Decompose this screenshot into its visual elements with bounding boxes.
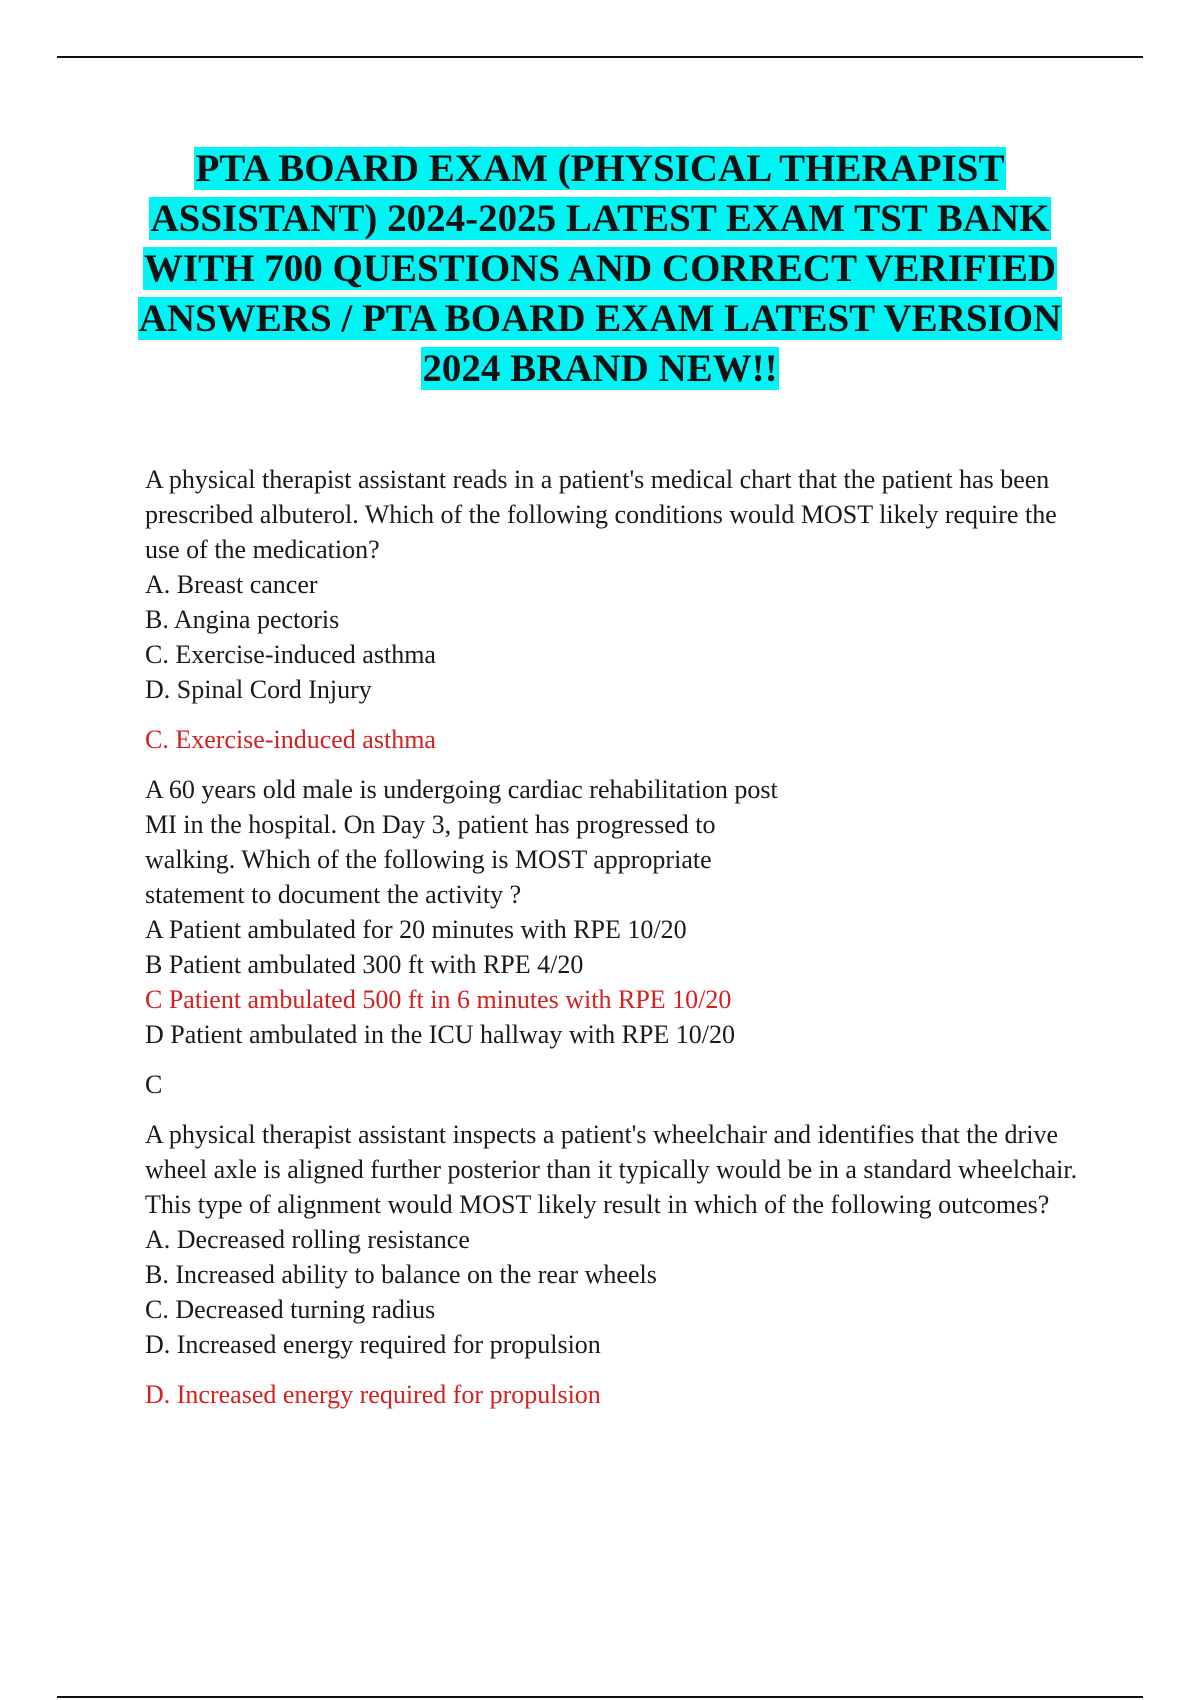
option-b: B Patient ambulated 300 ft with RPE 4/20 [145, 950, 584, 979]
option-b: B. Angina pectoris [145, 605, 340, 634]
answer-text: C. Exercise-induced asthma [145, 725, 436, 754]
question-text: A physical therapist assistant reads in a patient's medical chart that the patient has been prescribed albuterol. Which of the following conditions would MOST likely require the use of the medication? [145, 465, 1057, 564]
top-rule [57, 56, 1143, 58]
option-d: D. Increased energy required for propulsion [145, 1330, 601, 1359]
option-d: D. Spinal Cord Injury [145, 675, 372, 704]
answer-text: D. Increased energy required for propulsion [145, 1380, 601, 1409]
option-c: C. Decreased turning radius [145, 1295, 436, 1324]
option-d: D Patient ambulated in the ICU hallway with RPE 10/20 [145, 1020, 735, 1049]
option-c-correct: C Patient ambulated 500 ft in 6 minutes with RPE 10/20 [145, 985, 732, 1014]
question-text: A physical therapist assistant inspects a patient's wheelchair and identifies that the drive wheel axle is aligned further posterior than it typically would be in a standard wheelchair. This type of alignment would MOST likely result in which of the following outcomes? [145, 1120, 1078, 1219]
option-c: C. Exercise-induced asthma [145, 640, 436, 669]
option-a: A Patient ambulated for 20 minutes with RPE 10/20 [145, 915, 687, 944]
answer-text: C [145, 1070, 163, 1099]
question-text: A 60 years old male is undergoing cardiac rehabilitation post MI in the hospital. On Day 3, patient has progressed to walking. Which of the following is MOST appropriate statement to document the activity ? [145, 775, 778, 909]
bottom-rule [57, 1696, 1143, 1698]
title-highlight: PTA BOARD EXAM (PHYSICAL THERAPIST ASSISTANT) 2024-2025 LATEST EXAM TST BANK WITH 700 QUESTIONS AND CORRECT VERIFIED ANSWERS / PTA BOARD EXAM LATEST VERSION 2024 BRAND NEW!! [138, 147, 1062, 390]
question-block [145, 1117, 1095, 1412]
document-title [100, 144, 1100, 394]
question-list [145, 462, 1095, 1412]
option-b: B. Increased ability to balance on the rear wheels [145, 1260, 657, 1289]
question-block [145, 462, 1095, 757]
option-a: A. Decreased rolling resistance [145, 1225, 470, 1254]
spacer [145, 1102, 1095, 1117]
option-a: A. Breast cancer [145, 570, 318, 599]
spacer [145, 757, 1095, 772]
question-block [145, 772, 1095, 1102]
